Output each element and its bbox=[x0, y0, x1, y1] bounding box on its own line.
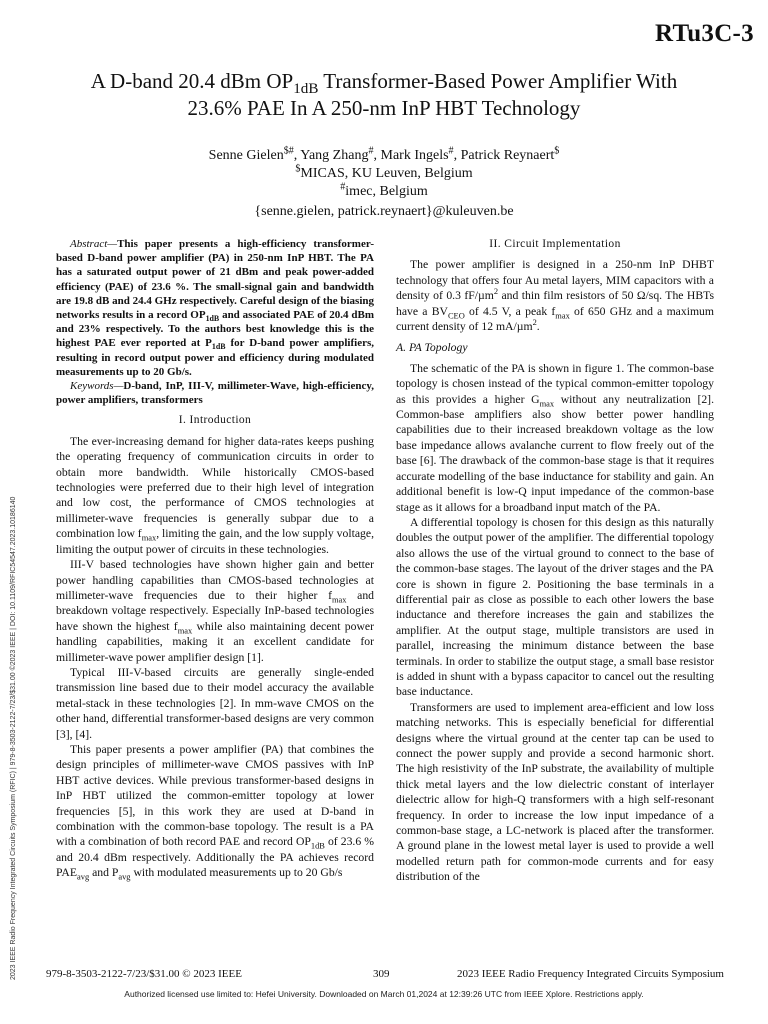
intro-paragraph-3: Typical III-V-based circuits are generally single-ended transmission line based due to their model accuracy the available metal-stack in these technologies [2]. In mm-wave CMOS on the other hand, differential transformer-based designs are very common [3], [4]. bbox=[56, 665, 374, 741]
footer-conference: 2023 IEEE Radio Frequency Integrated Circuits Symposium bbox=[456, 968, 724, 980]
side-doi-note: 2023 IEEE Radio Frequency Integrated Circuits Symposium (RFIC) | 979-8-3503-2122-7/23/$31.00 ©2023 IEEE | DOI: 10.1109/RFIC54547.2023.10186140 bbox=[10, 496, 17, 980]
intro-paragraph-1: The ever-increasing demand for higher data-rates keeps pushing the operating frequency of communication circuits in order to obtain more bandwidth. While historically CMOS-based technologies were preferred due to their high level of integration and low cost, the performance of CMOS technologies at millimeter-wave frequencies is generally subpar due to a combination low $f_{max}$, limiting the gain, and the low supply voltage, limiting the output power of circuits in these technologies. bbox=[56, 434, 374, 556]
paper-title: A D-band 20.4 dBm $OP_{1dB}$ Transformer-Based Power Amplifier With 23.6% PAE In A 250-nm InP HBT Technology bbox=[90, 69, 678, 120]
author-email: {senne.gielen, patrick.reynaert}@kuleuven.be bbox=[254, 204, 514, 219]
section-heading-circuit: II. Circuit Implementation bbox=[489, 238, 621, 250]
section-heading-introduction: I. Introduction bbox=[178, 414, 252, 427]
author-list: Senne Gielen$#, Yang Zhang#, Mark Ingels#, Patrick Reynaert$ bbox=[208, 145, 560, 163]
license-notice: Authorized licensed use limited to: Hefei University. Downloaded on March 01,2024 at 12:39:26 UTC from IEEE Xplore. Restrictions apply. bbox=[124, 989, 644, 999]
topology-paragraph-3: Transformers are used to implement area-efficient and low loss matching networks. This is especially beneficial for differential designs where the virtual ground at the center tap can be used to connect the power supply and provide a second harmonic short. The high resistivity of the InP substrate, the availability of multiple thick metal layers and the low dielectric constant of interlayer dielectric allow for high-Q transformers with a high self-resonant frequency. In order to increase the low input impedance of a common-base stage, a LC-network is placed after the transformer. A ground plane in the lowest metal layer is used to provide a well modelled return path for common-mode currents and for easy distribution of the bbox=[396, 700, 714, 884]
circuit-paragraph-1: The power amplifier is designed in a 250-nm InP DHBT technology that offers four Au metal layers, MIM capacitors with a density of 0.3 fF/µm$^2$ and thin film resistors of 50 Ω/sq. The HBTs have a $BV_{CEO}$ of 4.5 V, a peak $f_{max}$ of 650 GHz and a maximum current density of 12 mA/µm$^2$. bbox=[396, 258, 714, 334]
keywords: Keywords—D-band, InP, III-V, millimeter-Wave, high-efficiency, power amplifiers, transformers bbox=[56, 380, 374, 407]
page-number: 309 bbox=[373, 968, 390, 980]
topology-paragraph-1: The schematic of the PA is shown in figure 1. The common-base topology is chosen instead of the typical common-emitter topology as this provides a higher $G_{max}$ without any neutralization [2]. Common-base amplifiers also show better power handling capabilities due to their increased breakdown voltage as the low base impedance allows avalanche current to flow freely out of the base [6]. The drawback of the common-base stage is that it requires accurate modelling of the base inductance for stability and gain. An additional benefit is low-Q input impedance of the common-base stage as it allows for a broadband input match of the PA. bbox=[396, 361, 714, 514]
left-column bbox=[56, 237, 374, 881]
affiliation-2: #imec, Belgium bbox=[340, 181, 428, 199]
footer-isbn: 979-8-3503-2122-7/23/$31.00 © 2023 IEEE bbox=[46, 968, 242, 980]
author-block bbox=[0, 147, 768, 221]
topology-paragraph-2: A differential topology is chosen for this design as this naturally doubles the output power of the amplifier. The differential topology also allows the use of the virtual ground to connect to the base of the common-base stages. The layout of the driver stages and the PA core is shown in figure 2. Positioning the base terminals in a differential pair as close as possible to each other lowers the base inductance and therefore increases the gain and stabilizes the amplifier. At the output stage, multiple transistors are used in parallel, increasing the minimum distance between the base terminals. In order to stabilize the output stage, a small base resistor is added in shunt with a bypass capacitor to cancel out the resulting base inductance. bbox=[396, 515, 714, 699]
intro-paragraph-2: III-V based technologies have shown higher gain and better power handling capabilities than CMOS-based technologies at millimeter-wave frequencies due to their higher $f_{max}$ and breakdown voltage respectively. Especially InP-based technologies have shown the highest $f_{max}$ while also maintaining decent power handling capabilities, making it an excellent candidate for millimeter-wave power amplifier design [1]. bbox=[56, 558, 375, 664]
affiliation-1: $MICAS, KU Leuven, Belgium bbox=[295, 163, 473, 181]
right-column bbox=[396, 237, 714, 885]
paper-id: RTu3C-3 bbox=[655, 20, 754, 47]
intro-paragraph-4: This paper presents a power amplifier (PA) that combines the design principles of millimeter-wave CMOS passives with InP HBT active devices. While previous transformer-based designs in InP HBT utilized the common-emitter topology at lower frequencies [5], in this work they are used at D-band in combination with the common-base topology. The result is a PA with a combination of both record PAE and record $OP_{1dB}$ of 23.6 % and 20.4 dBm respectively. Additionally the PA achieves record $PAE_{avg}$ and $P_{avg}$ with modulated measurements up to 20 Gb/s bbox=[56, 742, 374, 882]
abstract: Abstract—This paper presents a high-efficiency transformer-based D-band power amplifier (PA) in 250-nm InP HBT. The PA has a saturated output power of 21 dBm and peak power-added efficiency (PAE) of 23.6 %. The small-signal gain and bandwidth are 19.8 dB and 24.4 GHz respectively. Careful design of the biasing networks results in a record $OP_{1dB}$ and associated PAE of 20.4 dBm and 23% respectively. To the authors best knowledge this is the highest PAE ever reported at $P_{1dB}$ for D-band power amplifiers, resulting in record output power and efficiency during modulated measurements up to 20 Gb/s. bbox=[56, 238, 374, 378]
subsection-heading-pa-topology: A. PA Topology bbox=[396, 341, 468, 355]
